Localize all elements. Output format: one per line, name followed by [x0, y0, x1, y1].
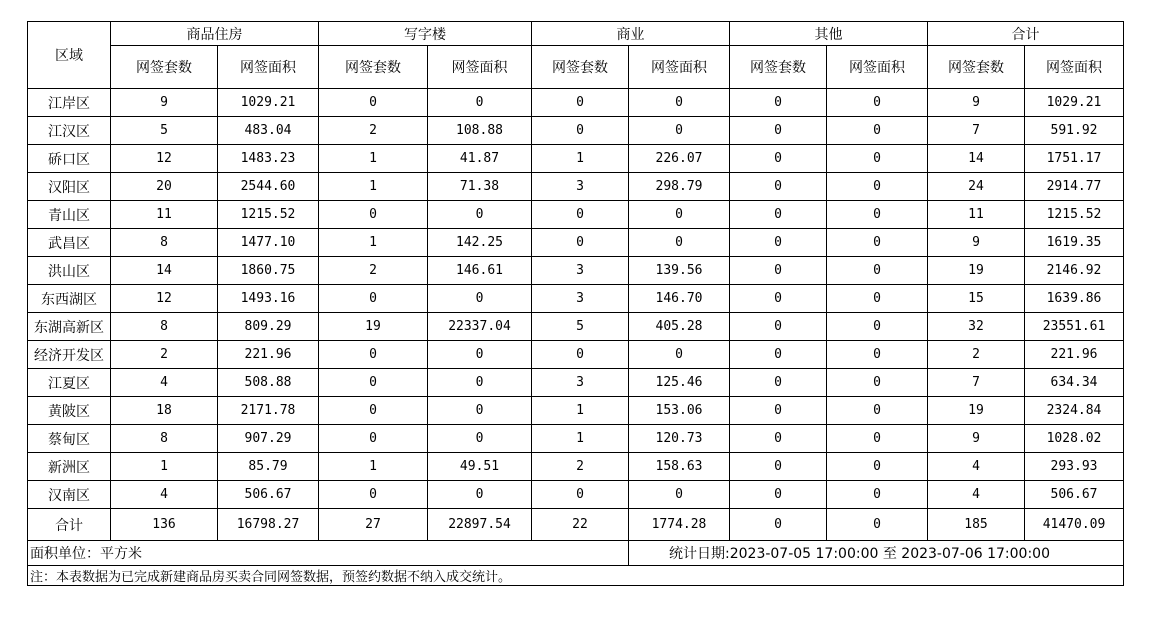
data-cell: 1477.10: [218, 229, 319, 257]
data-cell: 508.88: [218, 369, 319, 397]
data-cell: 1493.16: [218, 285, 319, 313]
table-row: [28, 145, 1124, 173]
data-cell: 49.51: [428, 453, 532, 481]
data-cell: 1215.52: [218, 201, 319, 229]
data-cell: 1: [111, 453, 218, 481]
data-cell: 1860.75: [218, 257, 319, 285]
data-cell: 8: [111, 229, 218, 257]
data-cell: 1029.21: [218, 89, 319, 117]
data-cell: 0: [730, 201, 827, 229]
data-cell: 0: [319, 369, 428, 397]
data-cell: 0: [629, 89, 730, 117]
data-cell: 4: [111, 369, 218, 397]
region-name: 东西湖区: [28, 285, 111, 313]
table-row: [28, 313, 1124, 341]
data-cell: 22337.04: [428, 313, 532, 341]
group-header-total: 合计: [928, 22, 1124, 46]
data-cell: 907.29: [218, 425, 319, 453]
footnote: 注：本表数据为已完成新建商品房买卖合同网签数据，预签约数据不纳入成交统计。: [28, 566, 1124, 586]
sub-header-row: [28, 46, 1124, 89]
total-cell: 185: [928, 509, 1025, 541]
data-cell: 221.96: [218, 341, 319, 369]
data-cell: 0: [428, 397, 532, 425]
data-cell: 405.28: [629, 313, 730, 341]
sub-header-count: 网签套数: [730, 46, 827, 89]
area-unit-note: 面积单位：平方米: [28, 541, 629, 566]
region-name: 青山区: [28, 201, 111, 229]
data-cell: 2: [319, 117, 428, 145]
data-cell: 0: [428, 425, 532, 453]
group-header-residential: 商品住房: [111, 22, 319, 46]
data-cell: 0: [532, 341, 629, 369]
table-row: [28, 229, 1124, 257]
data-cell: 19: [928, 397, 1025, 425]
data-cell: 591.92: [1025, 117, 1124, 145]
data-cell: 20: [111, 173, 218, 201]
data-cell: 506.67: [218, 481, 319, 509]
data-cell: 11: [928, 201, 1025, 229]
data-cell: 0: [532, 117, 629, 145]
data-cell: 1: [532, 397, 629, 425]
sub-header-area: 网签面积: [629, 46, 730, 89]
data-cell: 0: [319, 341, 428, 369]
table-row: [28, 257, 1124, 285]
data-cell: 0: [730, 397, 827, 425]
data-cell: 1: [319, 453, 428, 481]
footer-row: [28, 541, 1124, 566]
total-cell: 41470.09: [1025, 509, 1124, 541]
sub-header-area: 网签面积: [428, 46, 532, 89]
data-cell: 809.29: [218, 313, 319, 341]
data-cell: 0: [827, 341, 928, 369]
data-cell: 0: [428, 285, 532, 313]
data-cell: 14: [111, 257, 218, 285]
data-cell: 120.73: [629, 425, 730, 453]
data-cell: 125.46: [629, 369, 730, 397]
total-cell: 1774.28: [629, 509, 730, 541]
region-name: 新洲区: [28, 453, 111, 481]
data-cell: 2171.78: [218, 397, 319, 425]
data-cell: 5: [532, 313, 629, 341]
data-cell: 0: [730, 173, 827, 201]
data-cell: 0: [827, 117, 928, 145]
data-cell: 0: [428, 369, 532, 397]
data-cell: 18: [111, 397, 218, 425]
data-cell: 1: [532, 425, 629, 453]
sub-header-count: 网签套数: [928, 46, 1025, 89]
data-cell: 0: [827, 173, 928, 201]
sales-statistics-table: [27, 21, 1124, 586]
data-cell: 0: [730, 369, 827, 397]
data-cell: 9: [111, 89, 218, 117]
data-cell: 0: [428, 341, 532, 369]
data-cell: 0: [827, 369, 928, 397]
data-cell: 8: [111, 313, 218, 341]
sub-header-count: 网签套数: [111, 46, 218, 89]
data-cell: 0: [827, 229, 928, 257]
data-cell: 2324.84: [1025, 397, 1124, 425]
total-row: [28, 509, 1124, 541]
data-cell: 0: [730, 145, 827, 173]
data-cell: 0: [730, 89, 827, 117]
table-row: [28, 89, 1124, 117]
data-cell: 32: [928, 313, 1025, 341]
data-cell: 1: [319, 145, 428, 173]
data-cell: 4: [928, 481, 1025, 509]
total-cell: 0: [827, 509, 928, 541]
data-cell: 2146.92: [1025, 257, 1124, 285]
data-cell: 158.63: [629, 453, 730, 481]
data-cell: 226.07: [629, 145, 730, 173]
data-cell: 0: [730, 285, 827, 313]
total-cell: 16798.27: [218, 509, 319, 541]
data-cell: 19: [319, 313, 428, 341]
table-row: [28, 201, 1124, 229]
region-name: 蔡甸区: [28, 425, 111, 453]
data-cell: 0: [730, 229, 827, 257]
data-cell: 0: [532, 481, 629, 509]
data-cell: 0: [629, 229, 730, 257]
data-cell: 146.61: [428, 257, 532, 285]
data-cell: 3: [532, 285, 629, 313]
data-cell: 0: [428, 89, 532, 117]
data-cell: 24: [928, 173, 1025, 201]
data-cell: 0: [629, 341, 730, 369]
data-cell: 7: [928, 117, 1025, 145]
table-row: [28, 453, 1124, 481]
data-cell: 0: [319, 397, 428, 425]
data-cell: 0: [428, 481, 532, 509]
group-header-office: 写字楼: [319, 22, 532, 46]
table-row: [28, 397, 1124, 425]
data-cell: 0: [629, 201, 730, 229]
total-cell: 22: [532, 509, 629, 541]
data-cell: 0: [827, 145, 928, 173]
data-cell: 9: [928, 425, 1025, 453]
data-cell: 108.88: [428, 117, 532, 145]
region-name: 武昌区: [28, 229, 111, 257]
data-cell: 1028.02: [1025, 425, 1124, 453]
table-row: [28, 425, 1124, 453]
data-cell: 146.70: [629, 285, 730, 313]
table-row: [28, 173, 1124, 201]
table-row: [28, 369, 1124, 397]
data-cell: 2: [111, 341, 218, 369]
group-header-row: [28, 22, 1124, 46]
data-cell: 1: [319, 229, 428, 257]
data-cell: 0: [532, 89, 629, 117]
data-cell: 0: [827, 89, 928, 117]
region-name: 洪山区: [28, 257, 111, 285]
data-cell: 71.38: [428, 173, 532, 201]
data-cell: 11: [111, 201, 218, 229]
data-cell: 0: [827, 257, 928, 285]
data-cell: 142.25: [428, 229, 532, 257]
data-cell: 0: [730, 481, 827, 509]
data-cell: 23551.61: [1025, 313, 1124, 341]
data-cell: 0: [629, 117, 730, 145]
data-cell: 0: [532, 229, 629, 257]
region-name: 江夏区: [28, 369, 111, 397]
total-label: 合计: [28, 509, 111, 541]
data-cell: 0: [319, 285, 428, 313]
data-cell: 0: [730, 341, 827, 369]
data-cell: 3: [532, 257, 629, 285]
data-cell: 0: [827, 201, 928, 229]
data-cell: 0: [428, 201, 532, 229]
data-cell: 1215.52: [1025, 201, 1124, 229]
data-cell: 0: [730, 453, 827, 481]
data-cell: 4: [928, 453, 1025, 481]
data-cell: 0: [629, 481, 730, 509]
data-cell: 0: [827, 285, 928, 313]
data-cell: 0: [730, 425, 827, 453]
data-cell: 0: [319, 481, 428, 509]
region-header: 区域: [28, 22, 111, 89]
data-cell: 0: [827, 453, 928, 481]
data-cell: 483.04: [218, 117, 319, 145]
data-cell: 2: [532, 453, 629, 481]
table-row: [28, 481, 1124, 509]
data-cell: 9: [928, 229, 1025, 257]
data-cell: 15: [928, 285, 1025, 313]
data-cell: 1029.21: [1025, 89, 1124, 117]
data-cell: 506.67: [1025, 481, 1124, 509]
data-cell: 2914.77: [1025, 173, 1124, 201]
total-cell: 22897.54: [428, 509, 532, 541]
data-cell: 85.79: [218, 453, 319, 481]
data-cell: 0: [827, 481, 928, 509]
sub-header-count: 网签套数: [319, 46, 428, 89]
statistics-date: 统计日期:2023-07-05 17:00:00 至 2023-07-06 17:00:00: [629, 541, 1124, 566]
sub-header-area: 网签面积: [1025, 46, 1124, 89]
group-header-other: 其他: [730, 22, 928, 46]
note-row: [28, 566, 1124, 586]
sub-header-count: 网签套数: [532, 46, 629, 89]
region-name: 经济开发区: [28, 341, 111, 369]
data-cell: 12: [111, 145, 218, 173]
data-cell: 298.79: [629, 173, 730, 201]
table-row: [28, 285, 1124, 313]
data-cell: 0: [827, 425, 928, 453]
data-cell: 3: [532, 369, 629, 397]
total-cell: 27: [319, 509, 428, 541]
data-cell: 12: [111, 285, 218, 313]
data-cell: 293.93: [1025, 453, 1124, 481]
data-cell: 1: [532, 145, 629, 173]
data-cell: 41.87: [428, 145, 532, 173]
data-cell: 139.56: [629, 257, 730, 285]
data-cell: 1751.17: [1025, 145, 1124, 173]
table-row: [28, 341, 1124, 369]
data-cell: 4: [111, 481, 218, 509]
region-name: 硚口区: [28, 145, 111, 173]
data-cell: 0: [319, 201, 428, 229]
region-name: 黄陂区: [28, 397, 111, 425]
data-cell: 153.06: [629, 397, 730, 425]
data-cell: 9: [928, 89, 1025, 117]
data-cell: 0: [730, 257, 827, 285]
sub-header-area: 网签面积: [827, 46, 928, 89]
data-cell: 5: [111, 117, 218, 145]
data-cell: 1619.35: [1025, 229, 1124, 257]
table-row: [28, 117, 1124, 145]
data-cell: 1639.86: [1025, 285, 1124, 313]
region-name: 江汉区: [28, 117, 111, 145]
data-cell: 0: [730, 117, 827, 145]
data-cell: 634.34: [1025, 369, 1124, 397]
data-cell: 0: [532, 201, 629, 229]
data-cell: 0: [730, 313, 827, 341]
data-cell: 2: [319, 257, 428, 285]
data-cell: 19: [928, 257, 1025, 285]
sub-header-area: 网签面积: [218, 46, 319, 89]
data-cell: 2544.60: [218, 173, 319, 201]
data-cell: 7: [928, 369, 1025, 397]
data-cell: 0: [827, 313, 928, 341]
total-cell: 136: [111, 509, 218, 541]
data-cell: 1483.23: [218, 145, 319, 173]
data-cell: 0: [319, 425, 428, 453]
data-cell: 14: [928, 145, 1025, 173]
group-header-commercial: 商业: [532, 22, 730, 46]
data-cell: 0: [827, 397, 928, 425]
data-cell: 0: [319, 89, 428, 117]
region-name: 东湖高新区: [28, 313, 111, 341]
data-cell: 221.96: [1025, 341, 1124, 369]
region-name: 汉阳区: [28, 173, 111, 201]
region-name: 江岸区: [28, 89, 111, 117]
total-cell: 0: [730, 509, 827, 541]
region-name: 汉南区: [28, 481, 111, 509]
data-cell: 8: [111, 425, 218, 453]
data-cell: 1: [319, 173, 428, 201]
data-cell: 3: [532, 173, 629, 201]
data-cell: 2: [928, 341, 1025, 369]
